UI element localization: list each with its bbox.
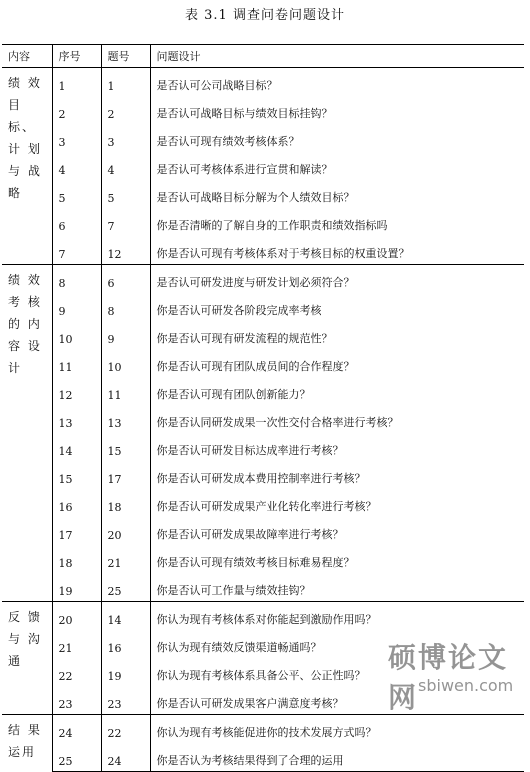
question-no-cell: 8 [101,293,150,321]
question-no-cell: 11 [101,377,150,405]
question-no-cell: 1 [101,68,150,97]
serial-cell: 18 [52,545,101,573]
header-question-design: 问题设计 [150,45,524,68]
serial-cell: 21 [52,630,101,658]
category-cell: 反 馈 与 沟 通 [2,602,52,715]
category-cell: 绩 效 目标、计 划 与 战 略 [2,68,52,265]
question-text-cell: 你是否认可现有绩效考核目标难易程度？ [150,545,524,573]
question-text-cell: 你是否认可研发成果故障率进行考核？ [150,517,524,545]
question-text-cell: 你是否认同研发成果一次性交付合格率进行考核？ [150,405,524,433]
question-no-cell: 22 [101,715,150,744]
serial-cell: 3 [52,124,101,152]
question-text-cell: 你是否认可现有研发流程的规范性？ [150,321,524,349]
serial-cell: 23 [52,686,101,715]
question-text-cell: 是否认可公司战略目标？ [150,68,524,97]
serial-cell: 22 [52,658,101,686]
question-text-cell: 你是否认可现有团队创新能力？ [150,377,524,405]
table-row [2,349,524,377]
question-text-cell: 你认为现有考核体系具备公平、公正性吗？ [150,658,524,686]
serial-cell: 9 [52,293,101,321]
table-row [2,236,524,265]
serial-cell: 2 [52,96,101,124]
question-no-cell: 5 [101,180,150,208]
table-row [2,517,524,545]
category-cell: 绩 效 考 核 的 内 容 设 计 [2,265,52,602]
question-text-cell: 你认为现有考核体系对你能起到激励作用吗？ [150,602,524,631]
question-text-cell: 你是否认可研发目标达成率进行考核？ [150,433,524,461]
question-no-cell: 21 [101,545,150,573]
serial-cell: 13 [52,405,101,433]
question-no-cell: 3 [101,124,150,152]
table-row [2,405,524,433]
category-cell: 结 果 运用 [2,715,52,772]
table-row [2,96,524,124]
table-row [2,743,524,772]
header-question-no: 题号 [101,45,150,68]
table-row [2,265,524,294]
question-no-cell: 14 [101,602,150,631]
question-no-cell: 24 [101,743,150,772]
table-row [2,573,524,602]
serial-cell: 5 [52,180,101,208]
table-row [2,152,524,180]
question-no-cell: 15 [101,433,150,461]
table-row [2,293,524,321]
question-text-cell: 是否认可现有绩效考核体系？ [150,124,524,152]
serial-cell: 11 [52,349,101,377]
serial-cell: 20 [52,602,101,631]
question-no-cell: 17 [101,461,150,489]
table-row [2,461,524,489]
serial-cell: 15 [52,461,101,489]
question-text-cell: 你是否认为考核结果得到了合理的运用 [150,743,524,772]
header-serial: 序号 [52,45,101,68]
serial-cell: 10 [52,321,101,349]
question-no-cell: 23 [101,686,150,715]
question-no-cell: 12 [101,236,150,265]
table-row [2,377,524,405]
question-no-cell: 4 [101,152,150,180]
serial-cell: 25 [52,743,101,772]
table-row [2,208,524,236]
question-text-cell: 是否认可研发进度与研发计划必须符合？ [150,265,524,294]
header-content: 内容 [2,45,52,68]
table-caption: 表 3.1 调查问卷问题设计 [185,8,345,23]
question-text-cell: 你是否认可研发成本费用控制率进行考核？ [150,461,524,489]
question-no-cell: 7 [101,208,150,236]
question-text-cell: 是否认可考核体系进行宣贯和解读？ [150,152,524,180]
serial-cell: 1 [52,68,101,97]
serial-cell: 16 [52,489,101,517]
question-text-cell: 你是否清晰的了解自身的工作职责和绩效指标吗 [150,208,524,236]
serial-cell: 8 [52,265,101,294]
question-no-cell: 2 [101,96,150,124]
question-no-cell: 6 [101,265,150,294]
question-text-cell: 是否认可战略目标分解为个人绩效目标？ [150,180,524,208]
question-no-cell: 10 [101,349,150,377]
question-text-cell: 你认为现有绩效反馈渠道畅通吗？ [150,630,524,658]
serial-cell: 4 [52,152,101,180]
serial-cell: 14 [52,433,101,461]
table-row [2,68,524,97]
question-text-cell: 你认为现有考核能促进你的技术发展方式吗？ [150,715,524,744]
question-no-cell: 13 [101,405,150,433]
serial-cell: 7 [52,236,101,265]
watermark-logo: 硕博论文网 [388,641,509,714]
serial-cell: 24 [52,715,101,744]
serial-cell: 19 [52,573,101,602]
table-row [2,602,524,631]
question-no-cell: 16 [101,630,150,658]
table-row [2,715,524,744]
table-row [2,180,524,208]
question-no-cell: 20 [101,517,150,545]
table-row [2,321,524,349]
question-text-cell: 你是否认可研发各阶段完成率考核 [150,293,524,321]
question-text-cell: 你是否认可现有考核体系对于考核目标的权重设置？ [150,236,524,265]
table-header-row [2,45,524,68]
question-text-cell: 是否认可战略目标与绩效目标挂钩？ [150,96,524,124]
serial-cell: 6 [52,208,101,236]
table-row [2,489,524,517]
serial-cell: 12 [52,377,101,405]
serial-cell: 17 [52,517,101,545]
watermark-url: sbiwen.com [418,676,514,695]
question-no-cell: 19 [101,658,150,686]
question-no-cell: 25 [101,573,150,602]
table-row [2,124,524,152]
table-row [2,545,524,573]
question-text-cell: 你是否认可工作量与绩效挂钩？ [150,573,524,602]
table-row [2,433,524,461]
question-text-cell: 你是否认可研发成果客户满意度考核？ [150,686,524,715]
question-no-cell: 9 [101,321,150,349]
question-no-cell: 18 [101,489,150,517]
question-text-cell: 你是否认可现有团队成员间的合作程度？ [150,349,524,377]
question-text-cell: 你是否认可研发成果产业化转化率进行考核？ [150,489,524,517]
